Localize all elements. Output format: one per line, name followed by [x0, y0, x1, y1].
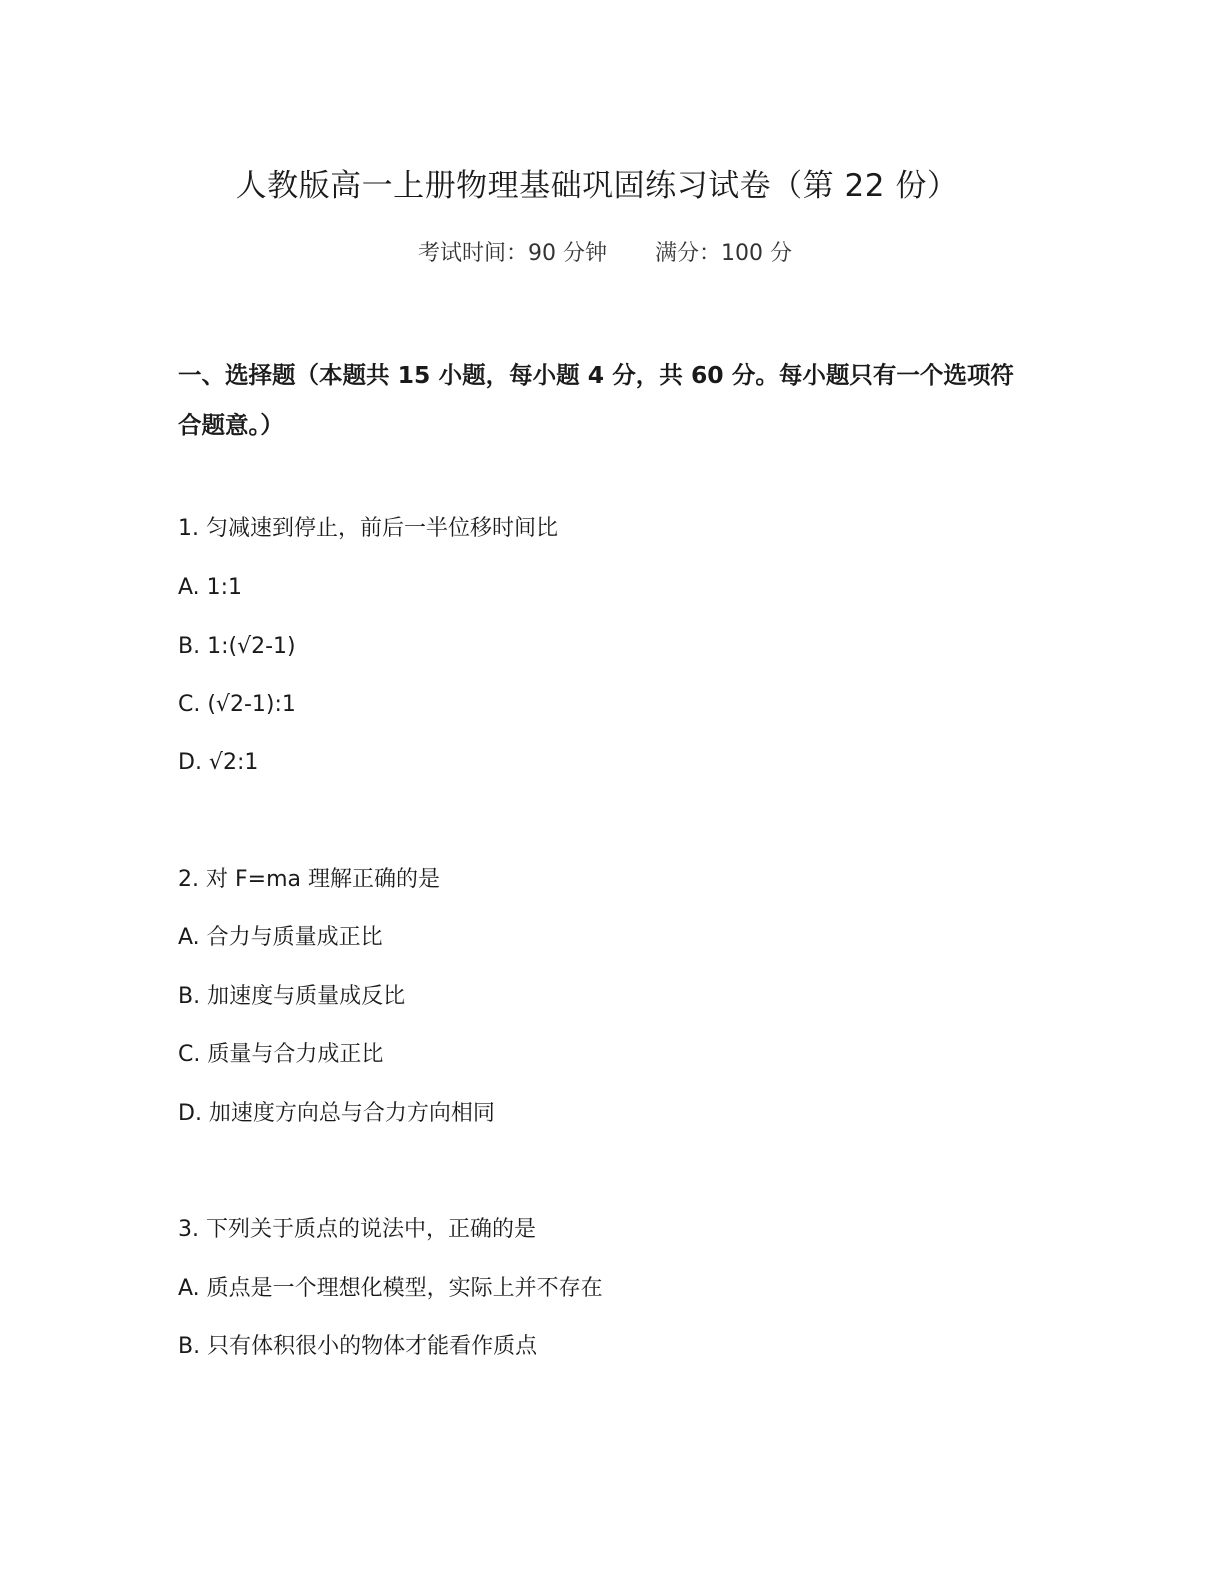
- question-2-stem: 2. 对 F=ma 理解正确的是: [178, 867, 440, 892]
- full-score: 满分：100 分: [655, 241, 792, 266]
- exam-time: 考试时间：90 分钟: [418, 241, 607, 266]
- question-1-option-b: B. 1:(√2-1): [178, 634, 296, 659]
- question-1-option-a: A. 1:1: [178, 575, 243, 600]
- question-1-stem: 1. 匀减速到停止，前后一半位移时间比: [178, 516, 558, 541]
- page-title: 人教版高一上册物理基础巩固练习试卷（第 22 份）: [235, 168, 959, 204]
- exam-info: [0, 236, 1210, 267]
- question-3-stem: 3. 下列关于质点的说法中，正确的是: [178, 1217, 536, 1242]
- question-2-option-a: A. 合力与质量成正比: [178, 925, 383, 950]
- question-2-option-c: C. 质量与合力成正比: [178, 1042, 384, 1067]
- question-1-option-c: C. (√2-1):1: [178, 692, 296, 717]
- question-3-option-a: A. 质点是一个理想化模型，实际上并不存在: [178, 1276, 603, 1301]
- question-1-option-d: D. √2:1: [178, 750, 259, 775]
- question-3-option-b: B. 只有体积很小的物体才能看作质点: [178, 1334, 538, 1359]
- section-heading: 一、选择题（本题共 15 小题，每小题 4 分，共 60 分。每小题只有一个选项符合题意。）: [178, 361, 1014, 439]
- question-2-option-b: B. 加速度与质量成反比: [178, 984, 406, 1009]
- question-2-option-d: D. 加速度方向总与合力方向相同: [178, 1101, 495, 1126]
